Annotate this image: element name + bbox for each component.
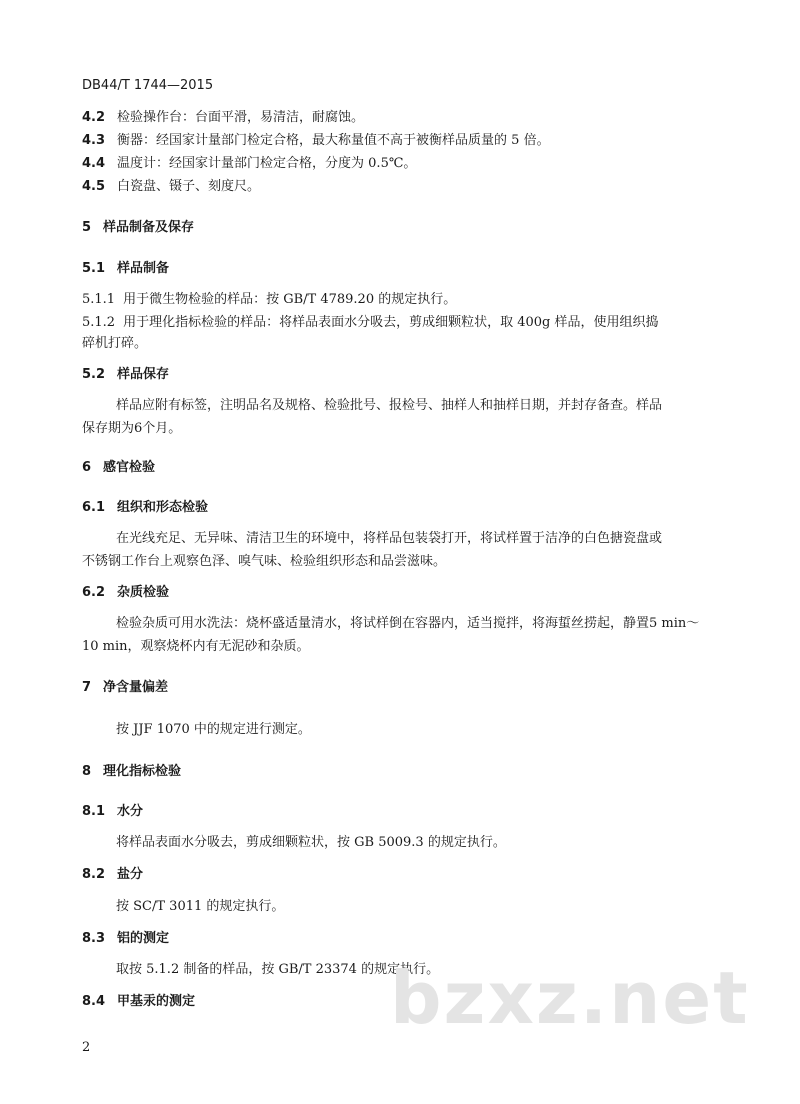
section-title: 净含量偏差 bbox=[103, 680, 169, 695]
clause-text: 用于理化指标检验的样品：将样品表面水分吸去，剪成细颗粒状，取 400g 样品，使用组织捣 bbox=[123, 315, 659, 330]
section-number: 8.1 bbox=[82, 804, 106, 819]
page-number: 2 bbox=[82, 1040, 91, 1055]
clause-number: 4.4 bbox=[82, 156, 106, 171]
clause-text: 白瓷盘、镊子、刻度尺。 bbox=[117, 179, 261, 194]
clause-number: 5.1.2 bbox=[82, 315, 116, 330]
paragraph-cont: 保存期为6个月。 bbox=[82, 421, 182, 436]
clause-number: 4.3 bbox=[82, 133, 106, 148]
section-title: 组织和形态检验 bbox=[117, 500, 209, 515]
section-title: 水分 bbox=[117, 804, 144, 819]
section-title: 杂质检验 bbox=[117, 585, 170, 600]
paragraph-cont: 不锈钢工作台上观察色泽、嗅气味、检验组织形态和品尝滋味。 bbox=[82, 554, 447, 569]
section-8-3-heading bbox=[82, 931, 169, 947]
section-title: 铝的测定 bbox=[117, 931, 170, 946]
watermark: bzxz.net bbox=[390, 956, 750, 1040]
section-5-1-heading bbox=[82, 261, 169, 277]
section-title: 感官检验 bbox=[103, 460, 156, 475]
section-8-4-heading bbox=[82, 994, 195, 1010]
document-id: DB44/T 1744—2015 bbox=[82, 78, 214, 93]
section-title: 理化指标检验 bbox=[103, 764, 182, 779]
section-8-2-heading bbox=[82, 867, 143, 883]
clause-number: 5.1.1 bbox=[82, 292, 116, 307]
section-6-heading bbox=[82, 460, 155, 476]
clause-number: 4.2 bbox=[82, 110, 106, 125]
clause-4-4 bbox=[82, 156, 416, 172]
section-number: 8.4 bbox=[82, 994, 106, 1009]
section-number: 5 bbox=[82, 220, 92, 235]
clause-4-5 bbox=[82, 179, 260, 195]
section-5-2-heading bbox=[82, 367, 169, 383]
paragraph: 按 SC/T 3011 的规定执行。 bbox=[116, 899, 285, 914]
section-6-1-heading bbox=[82, 500, 208, 516]
clause-4-3 bbox=[82, 133, 550, 149]
clause-text: 温度计：经国家计量部门检定合格，分度为 0.5℃。 bbox=[117, 156, 417, 171]
clause-text: 衡器：经国家计量部门检定合格，最大称量值不高于被衡样品质量的 5 倍。 bbox=[117, 133, 550, 148]
clause-4-2 bbox=[82, 110, 364, 126]
clause-5-1-2-cont: 碎机打碎。 bbox=[82, 336, 148, 351]
section-number: 6.2 bbox=[82, 585, 106, 600]
section-number: 6 bbox=[82, 460, 92, 475]
section-number: 7 bbox=[82, 680, 92, 695]
section-6-2-heading bbox=[82, 585, 169, 601]
clause-text: 用于微生物检验的样品：按 GB/T 4789.20 的规定执行。 bbox=[123, 292, 457, 307]
section-title: 样品制备 bbox=[117, 261, 170, 276]
section-8-1-heading bbox=[82, 804, 143, 820]
paragraph-cont: 10 min，观察烧杯内有无泥砂和杂质。 bbox=[82, 639, 310, 654]
section-8-heading bbox=[82, 764, 181, 780]
paragraph: 在光线充足、无异味、清洁卫生的环境中，将样品包装袋打开，将试样置于洁净的白色搪瓷盘或 bbox=[116, 531, 663, 546]
section-title: 甲基汞的测定 bbox=[117, 994, 196, 1009]
clause-5-1-2 bbox=[82, 315, 658, 331]
section-number: 5.1 bbox=[82, 261, 106, 276]
clause-5-1-1 bbox=[82, 292, 456, 308]
paragraph: 将样品表面水分吸去，剪成细颗粒状，按 GB 5009.3 的规定执行。 bbox=[116, 835, 506, 850]
section-number: 8.2 bbox=[82, 867, 106, 882]
paragraph: 取按 5.1.2 制备的样品，按 GB/T 23374 的规定执行。 bbox=[116, 962, 440, 977]
paragraph: 按 JJF 1070 中的规定进行测定。 bbox=[116, 722, 311, 737]
section-number: 6.1 bbox=[82, 500, 106, 515]
section-7-heading bbox=[82, 680, 168, 696]
clause-text: 检验操作台：台面平滑，易清洁，耐腐蚀。 bbox=[117, 110, 365, 125]
section-number: 8.3 bbox=[82, 931, 106, 946]
section-number: 8 bbox=[82, 764, 92, 779]
paragraph: 检验杂质可用水洗法：烧杯盛适量清水，将试样倒在容器内，适当搅拌，将海蜇丝捞起，静置5 min～ bbox=[116, 616, 700, 631]
clause-number: 4.5 bbox=[82, 179, 106, 194]
section-number: 5.2 bbox=[82, 367, 106, 382]
section-5-heading bbox=[82, 220, 194, 236]
paragraph: 样品应附有标签，注明品名及规格、检验批号、报检号、抽样人和抽样日期，并封存备查。样品 bbox=[116, 398, 663, 413]
section-title: 盐分 bbox=[117, 867, 144, 882]
section-title: 样品保存 bbox=[117, 367, 170, 382]
section-title: 样品制备及保存 bbox=[103, 220, 195, 235]
